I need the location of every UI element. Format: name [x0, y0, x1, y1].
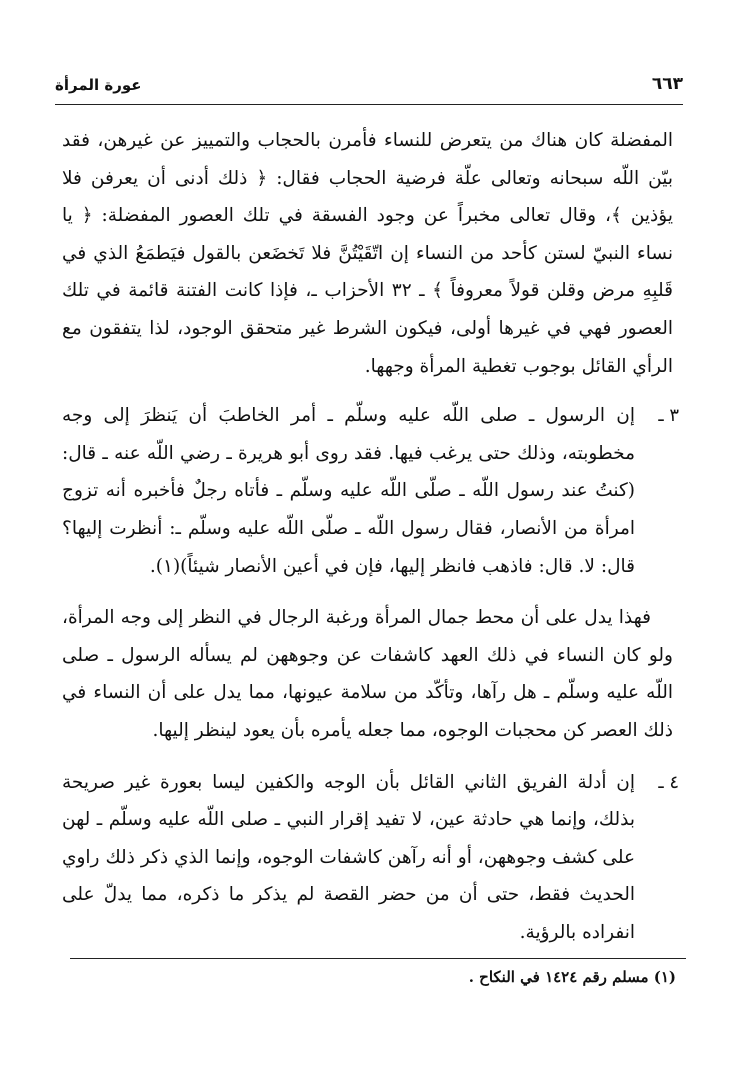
page-header	[55, 74, 683, 105]
running-title: عورة المرأة	[55, 76, 142, 94]
list-item-4	[62, 764, 679, 952]
page-number: ٦٦٣	[651, 74, 683, 94]
item-number: ٤ ـ	[658, 771, 679, 793]
paragraph-continuation: المفضلة كان هناك من يتعرض للنساء فأمرن بالحجاب والتمييز عن غيرهن، فقد بيّن اللّه سبحانه وتعالى علّة فرضية الحجاب فقال: ﴿ ذلك أدنى أن يعرفن فلا يؤذين ﴾، وقال تعالى مخبراً عن وجود الفسقة في تلك العصور المفضلة: ﴿ يا نساء النبيّ لستن كأحد من النساء إن اتّقَيْتُنَّ فلا تَخضَعن بالقول فيَطمَعُ الذي في قَلبِهِ مرض وقلن قولاً معروفاً ﴾ ـ ٣٢ الأحزاب ـ، فإذا كانت الفتنة قائمة في تلك العصور فهي في غيرها أولى، فيكون الشرط غير متحقق الوجود، لذا يتفقون مع الرأي القائل بوجوب تغطية المرأة وجهها.	[62, 130, 673, 377]
list-item-3	[62, 397, 679, 585]
footnote-divider	[70, 958, 686, 959]
item-number: ٣ ـ	[658, 405, 679, 427]
footnote: (١) مسلم رقم ١٤٢٤ في النكاح .	[468, 968, 676, 986]
paragraph-commentary: فهذا يدل على أن محط جمال المرأة ورغبة الرجال في النظر إلى وجه المرأة، ولو كان النساء في ذلك العهد كاشفات عن وجوههن لم يسأله الرسول ـ صلى اللّه عليه وسلّم ـ هل رآها، وتأكّد من سلامة عيونها، مما يدل على أن النساء في ذلك العصر كن محجبات الوجوه، مما جعله يأمره بأن يعود لينظر إليها.	[62, 607, 673, 741]
item-text: إن الرسول ـ صلى اللّه عليه وسلّم ـ أمر الخاطبَ أن يَنظرَ إلى وجه مخطوبته، وذلك حتى يرغب فيها. فقد روى أبو هريرة ـ رضي اللّه عنه ـ قال: (كنتُ عند رسول اللّه ـ صلّى اللّه عليه وسلّم ـ فأتاه رجلٌ فأخبره أنه تزوج امرأة من الأنصار، فقال رسول اللّه ـ صلّى اللّه عليه وسلّم ـ: أنظرت إليها؟ قال: لا. قال: فاذهب فانظر إليها، فإن في أعين الأنصار شيئاً)(١).	[62, 405, 635, 577]
main-text	[62, 122, 679, 965]
item-text: إن أدلة الفريق الثاني القائل بأن الوجه والكفين ليسا بعورة غير صريحة بذلك، وإنما هي حادثة عين، لا تفيد إقرار النبي ـ صلى اللّه عليه وسلّم ـ لهن على كشف وجوههن، أو أنه رآهن كاشفات الوجوه، وإنما الذي ذكر ذلك راوي الحديث فقط، حتى أن من حضر القصة لم يذكر ما ذكره، مما يدلّ على انفراده بالرؤية.	[62, 771, 635, 943]
